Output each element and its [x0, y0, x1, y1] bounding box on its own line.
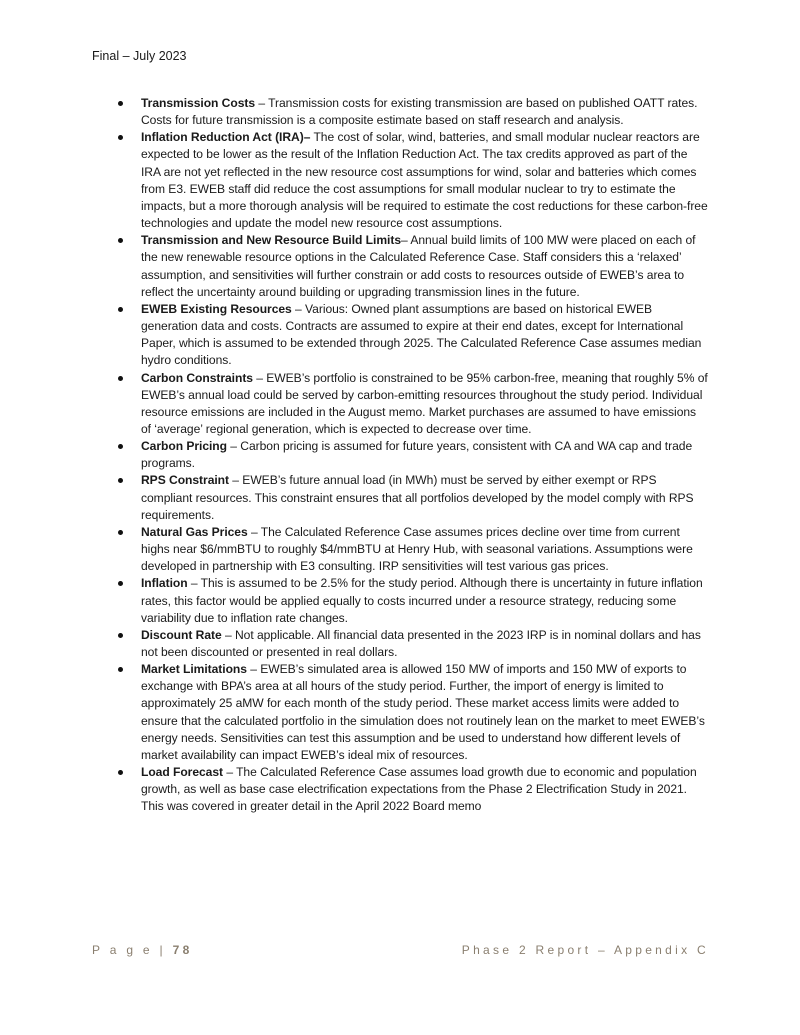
list-item: Inflation – This is assumed to be 2.5% for the study period. Although there is uncertainty in future inflation rates, this factor would be applied equally to costs incurred under a resource strategy, reducing some variability due to inflation rate changes. — [118, 575, 708, 626]
item-body: EWEB’s portfolio is constrained to be 95% carbon-free, meaning that roughly 5% of EWEB’s annual load could be served by carbon-emitting resources throughout the study period. Individual resource emissions are included in the August memo. Market purchases are assumed to have emissions of ‘average’ regional generation, which is expected to decrease over time. — [141, 370, 708, 436]
bullet-icon — [118, 444, 123, 449]
item-term: Carbon Pricing — [141, 439, 227, 454]
item-body: Carbon pricing is assumed for future years, consistent with CA and WA cap and trade programs. — [141, 439, 693, 471]
list-item — [118, 129, 708, 232]
item-body: EWEB’s future annual load (in MWh) must be served by either exempt or RPS compliant resources. This constraint ensures that all portfolios developed by the model comply with RPS requirements. — [141, 473, 694, 522]
item-term: Discount Rate — [141, 627, 222, 642]
item-term: RPS Constraint — [141, 473, 229, 488]
bullet-icon — [118, 307, 123, 312]
item-term: Load Forecast — [141, 765, 224, 780]
item-body: Annual build limits of 100 MW were placed on each of the new renewable resource options in the Calculated Reference Case. Staff considers this a ‘relaxed’ assumption, and sensitivities will further constrain or add costs to resources outside of EWEB’s area to reflect the uncertainty around building or upgrading transmission lines in the future. — [141, 233, 696, 299]
item-term: Natural Gas Prices — [141, 524, 248, 539]
list-item: Transmission Costs – Transmission costs for existing transmission are based on published OATT rates. Costs for future transmission is a composite estimate based on staff research and analysis. — [118, 95, 708, 129]
bullet-icon — [118, 478, 123, 483]
list-item: Transmission and New Resource Build Limits– Annual build limits of 100 MW were placed on each of the new renewable resource options in the Calculated Reference Case. Staff considers this a ‘relaxed’ assumption, and sensitivities will further constrain or add costs to resources outside of EWEB’s area to reflect the uncertainty around building or upgrading transmission lines in the future. — [118, 232, 708, 301]
list-item: EWEB Existing Resources – Various: Owned plant assumptions are based on historical EWEB generation data and costs. Contracts are assumed to expire at their end dates, except for International Paper, which is assumed to be extended through 2025. The Calculated Reference Case assumes median hydro conditions. — [118, 301, 708, 370]
item-body: The Calculated Reference Case assumes prices decline over time from current highs near $6/mmBTU to roughly $4/mmBTU at Henry Hub, with seasonal variations. Assumptions were developed in partnership with E3 consulting. IRP sensitivities will test various gas prices. — [141, 524, 693, 574]
list-item: Carbon Constraints – EWEB’s portfolio is constrained to be 95% carbon-free, meaning that roughly 5% of EWEB’s annual load could be served by carbon-emitting resources throughout the study period. Individual resource emissions are included in the August memo. Market purchases are assumed to have emissions of ‘average’ regional generation, which is expected to decrease over time. — [118, 370, 708, 439]
item-term: Inflation Reduction Act (IRA)– — [141, 130, 311, 145]
bullet-icon — [118, 633, 123, 638]
page-number: 78 — [172, 943, 193, 957]
list-item: Market Limitations – EWEB’s simulated area is allowed 150 MW of imports and 150 MW of exports to exchange with BPA’s area at all hours of the study period. Further, the import of energy is limited to approximately 25 aMW for each month of the study period. These market access limits were added to ensure that the calculated portfolio in the simulation does not routinely lean on the market to meet EWEB’s energy needs. Sensitivities can test this assumption and be used to understand how different levels of market availability can impact EWEB’s ideal mix of resources. — [118, 661, 708, 764]
item-body: Transmission costs for existing transmission are based on published OATT rates. Costs for future transmission is a composite estimate based on staff research and analysis. — [141, 96, 698, 128]
item-term: Transmission Costs — [141, 96, 256, 110]
list-item: RPS Constraint – EWEB’s future annual load (in MWh) must be served by either exempt or RPS compliant resources. This constraint ensures that all portfolios developed by the model comply with RPS requirements. — [118, 472, 708, 523]
list-item: Carbon Pricing – Carbon pricing is assumed for future years, consistent with CA and WA cap and trade programs. — [118, 438, 708, 472]
assumptions-list — [118, 95, 708, 816]
item-term: Market Limitations — [141, 662, 247, 677]
list-item: Discount Rate – Not applicable. All financial data presented in the 2023 IRP is in nominal dollars and has not been discounted or presented in real dollars. — [118, 627, 708, 661]
bullet-icon — [118, 770, 123, 775]
bullet-icon — [118, 581, 123, 586]
page-header: Final – July 2023 — [92, 49, 187, 63]
item-term: Carbon Constraints — [141, 370, 253, 385]
bullet-icon — [118, 376, 123, 381]
item-term: Transmission and New Resource Build Limits — [141, 233, 401, 248]
page-number-label: P a g e | 78 — [92, 943, 193, 957]
item-body: The Calculated Reference Case assumes load growth due to economic and population growth, as well as base case electrification expectations from the Phase 2 Electrification Study in 2021. This was covered in greater detail in the April 2022 Board memo — [141, 765, 697, 814]
item-term: Inflation — [141, 576, 188, 591]
bullet-icon — [118, 135, 123, 140]
bullet-icon — [118, 667, 123, 672]
bullet-icon — [118, 101, 123, 106]
bullet-icon — [118, 530, 123, 535]
item-body: Various: Owned plant assumptions are based on historical EWEB generation data and costs. Contracts are assumed to expire at their end dates, except for International Paper, which is assumed to be extended through 2025. The Calculated Reference Case assumes median hydro conditions. — [141, 301, 702, 368]
list-item: Natural Gas Prices – The Calculated Reference Case assumes prices decline over time from current highs near $6/mmBTU to roughly $4/mmBTU at Henry Hub, with seasonal variations. Assumptions were developed in partnership with E3 consulting. IRP sensitivities will test various gas prices. — [118, 524, 708, 575]
item-body: Not applicable. All financial data presented in the 2023 IRP is in nominal dollars and has not been discounted or presented in real dollars. — [141, 627, 701, 659]
item-term: EWEB Existing Resources — [141, 301, 292, 316]
item-body: This is assumed to be 2.5% for the study period. Although there is uncertainty in future inflation rates, this factor would be applied equally to costs incurred under a resource strategy, reducing some variability due to inflation rate changes. — [141, 576, 703, 625]
page-footer — [92, 943, 709, 959]
bullet-icon — [118, 238, 123, 243]
item-body: EWEB’s simulated area is allowed 150 MW of imports and 150 MW of exports to exchange with BPA’s area at all hours of the study period. Further, the import of energy is limited to approximately 25 aMW for each month of the study period. These market access limits were added to ensure that the calculated portfolio in the simulation does not routinely lean on the market to meet EWEB’s energy needs. Sensitivities can test this assumption and be used to understand how different levels of market availability can impact EWEB’s ideal mix of resources. — [141, 662, 705, 762]
footer-document-title: Phase 2 Report – Appendix C — [461, 943, 709, 957]
list-item: Load Forecast – The Calculated Reference Case assumes load growth due to economic and population growth, as well as base case electrification expectations from the Phase 2 Electrification Study in 2021. This was covered in greater detail in the April 2022 Board memo — [118, 764, 708, 815]
item-body: The cost of solar, wind, batteries, and small modular nuclear reactors are expected to be lower as the result of the Inflation Reduction Act. The tax credits approved as part of the IRA are not yet reflected in the new resource cost assumptions for wind, solar and batteries which comes from E3. EWEB staff did reduce the cost assumptions for small modular nuclear to try to estimate the impacts, but a more thorough analysis will be required to estimate the cost reductions for these carbon-free technologies and update the model new resource cost assumptions. — [141, 130, 708, 231]
